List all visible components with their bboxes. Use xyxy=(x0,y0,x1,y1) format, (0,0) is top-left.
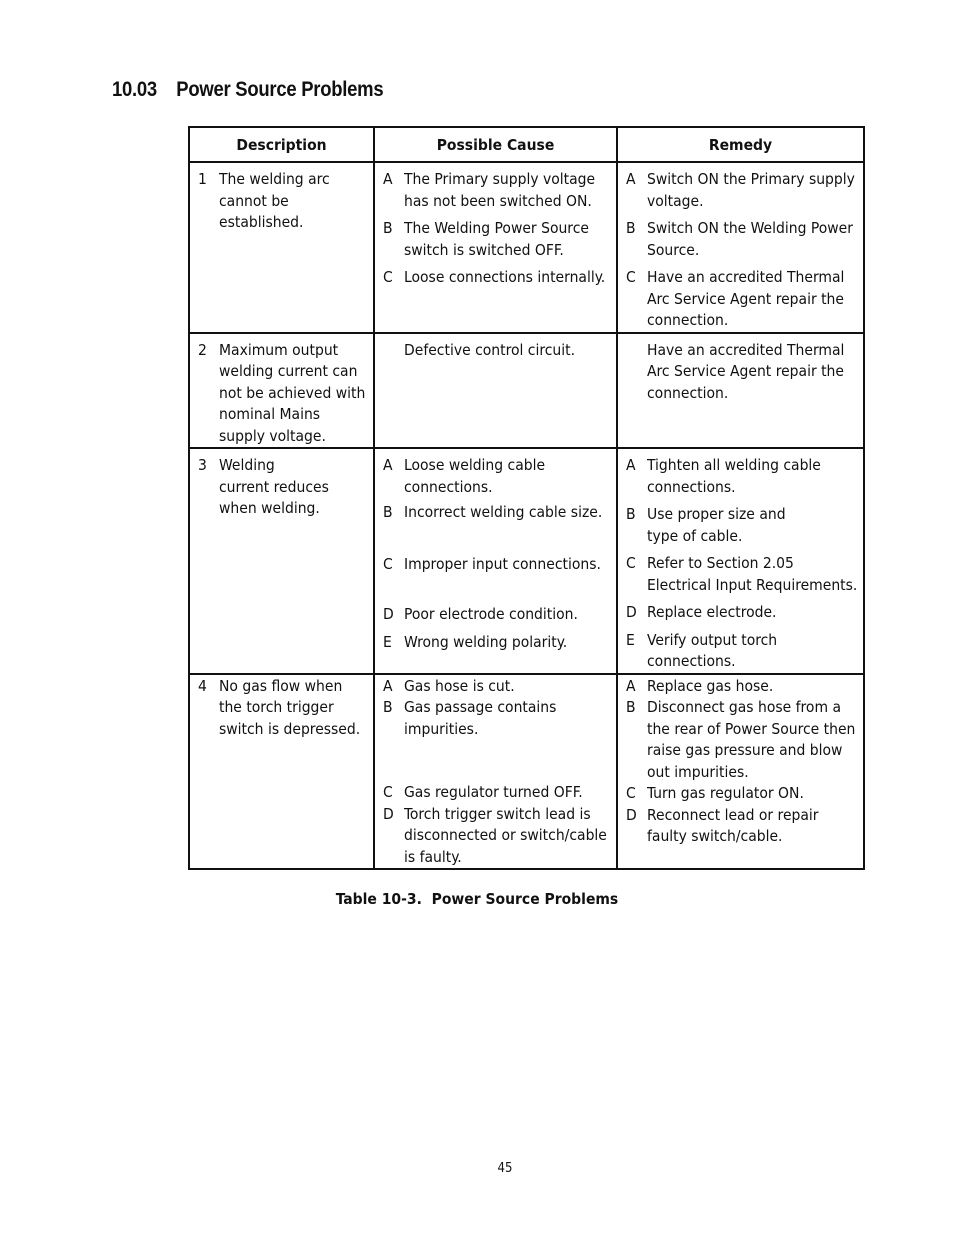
cause-key: B xyxy=(383,219,393,237)
remedy-key: C xyxy=(626,784,636,802)
description-cell xyxy=(189,162,374,333)
remedy-text: Tighten all welding cable connections. xyxy=(647,456,821,496)
remedy-cell xyxy=(617,162,864,333)
cause-text: Poor electrode condition. xyxy=(404,605,578,623)
cause-cell xyxy=(374,333,617,449)
remedy-key: C xyxy=(626,554,636,572)
remedy-cell xyxy=(617,333,864,449)
cause-text: Gas regulator turned OFF. xyxy=(404,783,583,801)
cause-text: Incorrect welding cable size. xyxy=(404,503,603,521)
cause-key: A xyxy=(383,676,393,695)
row-number: 4 xyxy=(198,676,207,695)
cause-key: C xyxy=(383,554,393,573)
cause-text: The Primary supply voltage has not been switched ON. xyxy=(404,170,596,210)
cause-text: Gas passage contains impurities. xyxy=(404,698,557,738)
remedy-text: Refer to Section 2.05 Electrical Input Requirements. xyxy=(647,554,858,594)
table-row xyxy=(189,674,864,870)
remedy-text: Have an accredited Thermal Arc Service Agent repair the connection. xyxy=(647,268,845,329)
section-heading xyxy=(112,78,383,102)
cause-key: C xyxy=(383,783,393,801)
remedy-key: D xyxy=(626,603,637,621)
remedy-text: Reconnect lead or repair faulty switch/cable. xyxy=(647,805,819,845)
remedy-key xyxy=(626,340,647,405)
remedy-text: Switch ON the Primary supply voltage. xyxy=(647,170,855,210)
description-cell xyxy=(189,674,374,870)
remedy-text: Turn gas regulator ON. xyxy=(647,784,804,802)
remedy-text: Replace electrode. xyxy=(647,603,777,621)
cause-key: B xyxy=(383,503,393,521)
remedy-key: C xyxy=(626,268,636,286)
cause-text: The Welding Power Source switch is switched OFF. xyxy=(404,219,589,259)
description-text: Welding current reduces when welding. xyxy=(219,456,329,517)
remedy-key: D xyxy=(626,805,637,824)
cause-key: A xyxy=(383,456,393,474)
section-title: Power Source Problems xyxy=(176,78,384,101)
cause-cell xyxy=(374,448,617,674)
remedy-key: A xyxy=(626,170,636,188)
remedy-key: A xyxy=(626,676,636,695)
section-number: 10.03 xyxy=(112,78,157,101)
table-row xyxy=(189,448,864,674)
cause-text: Wrong welding polarity. xyxy=(404,632,568,651)
cause-text: Defective control circuit. xyxy=(404,340,575,359)
table-row xyxy=(189,333,864,449)
row-number: 1 xyxy=(198,170,207,188)
remedy-text: Use proper size and type of cable. xyxy=(647,505,786,545)
remedy-text: Replace gas hose. xyxy=(647,676,774,695)
row-number: 3 xyxy=(198,456,207,474)
remedy-cell xyxy=(617,448,864,674)
remedy-text: Switch ON the Welding Power Source. xyxy=(647,219,853,259)
cause-key: B xyxy=(383,698,393,716)
cause-cell xyxy=(374,162,617,333)
cause-key: D xyxy=(383,804,394,823)
cause-key: D xyxy=(383,605,394,623)
remedy-key: B xyxy=(626,219,636,237)
remedy-cell xyxy=(617,674,864,870)
cause-key: E xyxy=(383,632,392,651)
cause-key: A xyxy=(383,170,393,188)
cause-key: C xyxy=(383,268,393,286)
remedy-text: Disconnect gas hose from a the rear of Power Source then raise gas pressure and blow out impurities. xyxy=(647,698,856,781)
table-row xyxy=(189,162,864,333)
remedy-key: A xyxy=(626,456,636,474)
description-text: No gas flow when the torch trigger switch is depressed. xyxy=(219,676,361,738)
remedy-text: Verify output torch connections. xyxy=(647,630,778,670)
header-remedy: Remedy xyxy=(617,127,864,162)
remedy-text: Have an accredited Thermal Arc Service Agent repair the connection. xyxy=(647,340,845,402)
cause-text: Gas hose is cut. xyxy=(404,676,515,695)
remedy-key: B xyxy=(626,698,636,716)
remedy-key: E xyxy=(626,630,635,649)
description-cell xyxy=(189,448,374,674)
description-cell xyxy=(189,333,374,449)
cause-key xyxy=(383,340,404,362)
row-number: 2 xyxy=(198,340,207,359)
cause-text: Improper input connections. xyxy=(404,554,601,573)
header-possible-cause: Possible Cause xyxy=(374,127,617,162)
cause-text: Torch trigger switch lead is disconnected or switch/cable is faulty. xyxy=(404,804,607,866)
cause-text: Loose welding cable connections. xyxy=(404,456,546,496)
remedy-key: B xyxy=(626,505,636,523)
header-description: Description xyxy=(189,127,374,162)
power-source-problems-table xyxy=(188,126,865,870)
description-text: Maximum output welding current can not be achieved with nominal Mains supply voltage. xyxy=(219,340,366,445)
description-text: The welding arc cannot be established. xyxy=(219,170,330,231)
table-header-row xyxy=(189,127,864,162)
page-number: 45 xyxy=(497,1161,513,1176)
cause-text: Loose connections internally. xyxy=(404,268,606,286)
table-caption: Table 10-3. Power Source Problems xyxy=(335,890,619,908)
cause-cell xyxy=(374,674,617,870)
